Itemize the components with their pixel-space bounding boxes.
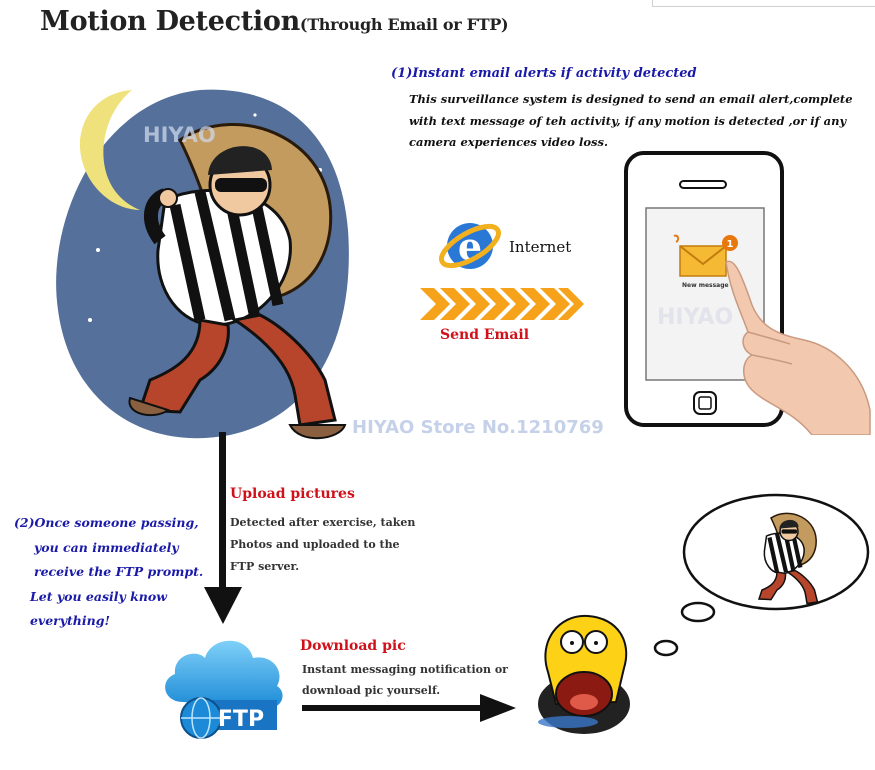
surprised-character-illustration <box>528 612 640 737</box>
ftp-prompt-description <box>14 511 219 634</box>
mail-badge-count: 1 <box>726 239 734 250</box>
upload-pictures-heading: Upload pictures <box>230 486 355 502</box>
ftp-prompt-line: everything! <box>30 613 110 628</box>
thief-watermark: HIYAO <box>143 123 216 147</box>
download-line: Instant messaging notification or <box>302 663 508 676</box>
ftp-prompt-line: (2)Once someone passing, <box>14 515 199 530</box>
upload-line: Photos and uploaded to the <box>230 538 400 551</box>
download-line: download pic yourself. <box>302 684 441 697</box>
upload-line: FTP server. <box>230 560 300 573</box>
ftp-label: FTP <box>217 707 265 732</box>
internet-label: Internet <box>509 238 572 256</box>
svg-text:e: e <box>457 224 483 269</box>
page-title <box>40 6 508 37</box>
top-right-border <box>652 0 875 7</box>
page-title-main: Motion Detection <box>40 6 300 37</box>
send-email-label: Send Email <box>440 327 530 343</box>
email-alert-heading: (1)Instant email alerts if activity detected <box>391 66 697 81</box>
email-alert-line: This surveillance system is designed to send an email alert,complete <box>409 92 853 106</box>
thought-bubble <box>640 490 872 660</box>
ftp-prompt-line: Let you easily know <box>30 588 167 604</box>
phone-watermark: HIYAO <box>657 305 734 330</box>
page-title-sub: (Through Email or FTP) <box>299 15 509 34</box>
upload-line: Detected after exercise, taken <box>230 516 416 529</box>
pointing-hand-illustration <box>722 260 872 435</box>
ftp-cloud-icon <box>155 630 290 745</box>
email-alert-description <box>409 89 864 154</box>
email-alert-line: camera experiences video loss. <box>409 135 608 149</box>
store-watermark: HIYAO Store No.1210769 <box>352 417 604 438</box>
upload-pictures-description <box>230 512 430 578</box>
email-alert-line: with text message of teh activity, if any motion is detected ,or if any <box>409 113 847 128</box>
send-arrow-chevrons <box>420 286 585 322</box>
download-pic-heading: Download pic <box>300 638 406 654</box>
horizontal-right-arrow <box>302 694 517 724</box>
new-message-label: New message <box>682 282 729 289</box>
internet-explorer-icon <box>436 210 506 280</box>
ftp-prompt-line: you can immediately <box>34 539 179 555</box>
ftp-prompt-line: receive the FTP prompt. <box>34 564 204 579</box>
